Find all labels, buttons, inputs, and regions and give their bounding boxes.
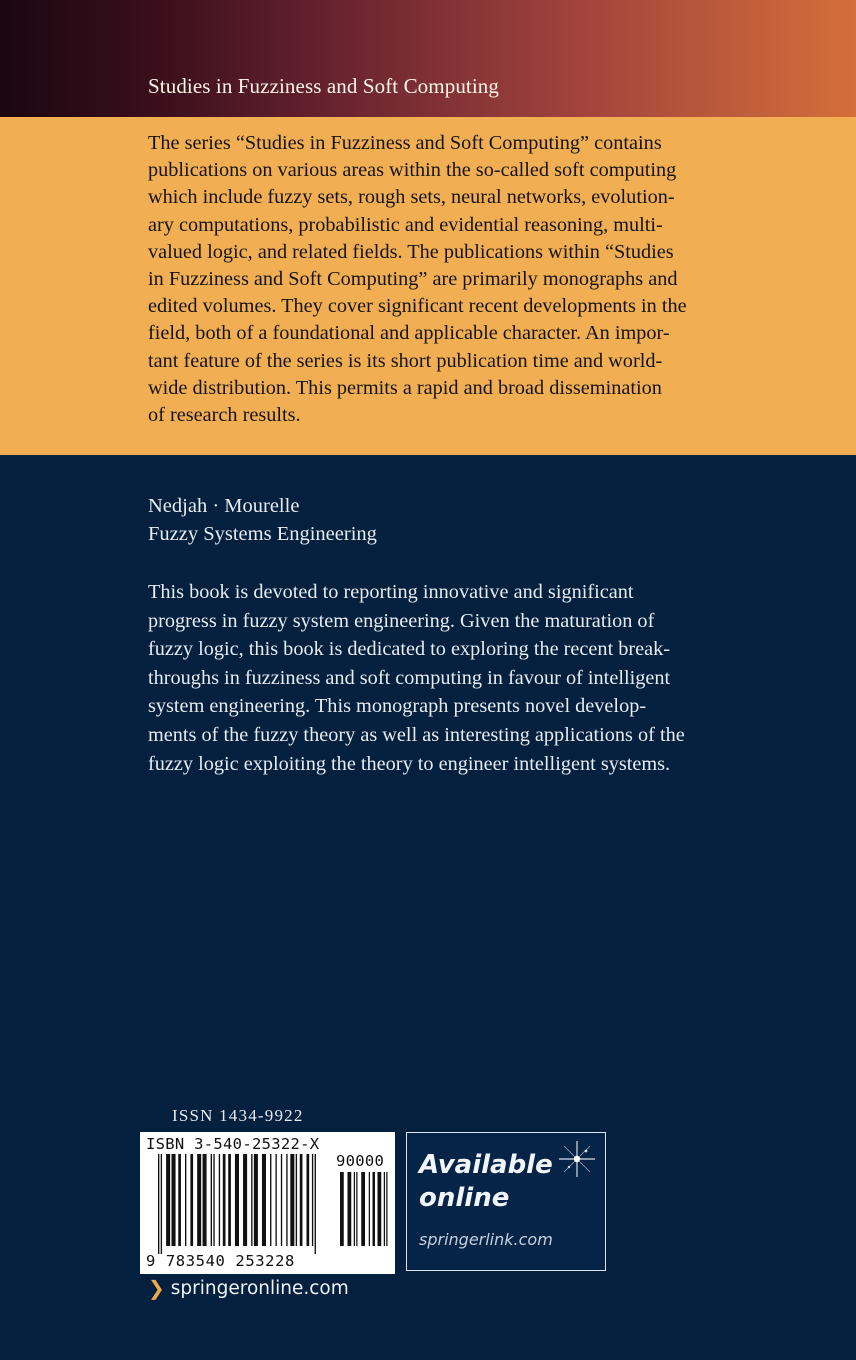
sparkle-icon: [555, 1139, 599, 1179]
available-online-badge: [406, 1132, 606, 1271]
isbn-number: ISBN 3-540-25322-X: [146, 1135, 320, 1153]
series-title: Studies in Fuzziness and Soft Computing: [148, 74, 499, 98]
barcode-bar: [228, 1154, 231, 1246]
barcode-bar: [158, 1154, 159, 1254]
barcode-bar: [378, 1172, 382, 1246]
barcode-bar: [373, 1172, 376, 1246]
available-online-title: Available online: [419, 1150, 553, 1213]
springerlink-url: springerlink.com: [419, 1230, 553, 1249]
barcode-bar: [197, 1154, 201, 1246]
barcode-bar: [185, 1154, 186, 1246]
book-description: This book is devoted to reporting innovative and significant progress in fuzzy system engineering. Given the maturation of fuzzy logic, this book is dedicated to exploring the recent break- throughs in fuzziness and soft computing in favour of intelligent system engineering. This monograph presents novel develop- ments of the fuzzy theory as well as interesting applications of the fuzzy logic exploiting the theory to engineer intelligent systems.: [148, 581, 685, 775]
barcode-bar: [235, 1154, 239, 1246]
barcode-bar: [178, 1154, 181, 1246]
barcode-bar: [166, 1154, 170, 1246]
price-code: 90000: [336, 1152, 385, 1170]
barcode-bar: [275, 1154, 276, 1246]
website-link[interactable]: [148, 1276, 349, 1300]
barcode-bar: [172, 1154, 176, 1246]
barcode-bar: [262, 1154, 266, 1246]
book-title: Fuzzy Systems Engineering: [148, 523, 377, 545]
barcode-bar: [219, 1154, 220, 1246]
barcode-bar: [386, 1172, 387, 1246]
barcode-bar: [340, 1172, 344, 1246]
header-band: [0, 0, 856, 117]
barcode-bar: [203, 1154, 207, 1246]
barcode-bar: [296, 1154, 297, 1246]
barcode-bar: [290, 1154, 294, 1246]
barcode-bar: [213, 1154, 214, 1246]
barcode-bar: [270, 1154, 271, 1246]
barcode-bar: [211, 1154, 212, 1246]
barcode-bar: [243, 1154, 247, 1246]
barcode-bar: [254, 1154, 258, 1246]
barcode-bar: [361, 1172, 365, 1246]
barcode-bar: [354, 1172, 355, 1246]
barcode-bar: [161, 1154, 162, 1254]
barcode-bar: [300, 1154, 303, 1246]
barcode-bar: [348, 1172, 352, 1246]
barcode-bar: [307, 1154, 310, 1246]
series-description: The series “Studies in Fuzziness and Soft Computing” contains publications on various areas within the so-called soft computing which include fuzzy sets, rough sets, neural networks, evolution- ary computations, probabilistic and evidential reasoning, multi- valued logic, and related fields. The publications within “Studies in Fuzziness and Soft Computing” are primarily monographs and edited volumes. They cover significant recent developments in the field, both of a foundational and applicable character. An impor- tant feature of the series is its short publication time and world- wide distribution. This permits a rapid and broad dissemination of research results.: [148, 132, 687, 427]
barcode-bar: [251, 1154, 252, 1246]
barcode-bar: [369, 1172, 370, 1246]
barcode-bar: [223, 1154, 226, 1246]
barcode-bar: [384, 1172, 385, 1246]
chevron-right-icon: ❯: [148, 1276, 165, 1300]
barcode-bar: [281, 1154, 282, 1246]
isbn-barcode: [140, 1132, 395, 1274]
ean-digits: 9 783540 253228: [146, 1252, 295, 1270]
book-authors: Nedjah · Mourelle: [148, 495, 300, 517]
barcode-bar: [286, 1154, 287, 1246]
issn-label: ISSN 1434-9922: [172, 1106, 304, 1125]
barcode-bar: [190, 1154, 193, 1246]
barcode-bar: [356, 1172, 357, 1246]
barcode-bar: [312, 1154, 313, 1246]
barcode-bar: [315, 1154, 316, 1254]
website-url: springeronline.com: [170, 1277, 349, 1299]
